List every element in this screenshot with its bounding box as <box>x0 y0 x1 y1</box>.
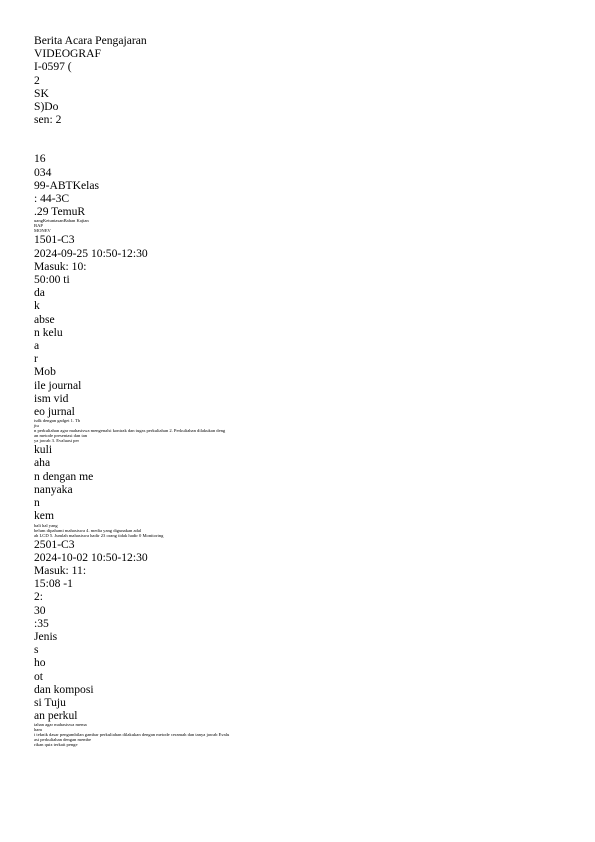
text-fragment-small: isdk dengan gadget 1. Tb <box>34 418 81 424</box>
text-fragment: k <box>34 299 40 313</box>
text-fragment: Masuk: 11: <box>34 563 87 577</box>
text-fragment: 2501-C3 <box>34 537 75 551</box>
text-fragment: I-0597 ( <box>34 60 72 74</box>
text-fragment: 99-ABTKelas <box>34 178 100 192</box>
text-fragment: ot <box>34 669 44 683</box>
text-fragment: S)Do <box>34 100 59 114</box>
text-fragment: :35 <box>34 616 49 630</box>
text-fragment: r <box>34 352 38 366</box>
text-fragment: aha <box>34 456 51 470</box>
text-fragment: 2024-10-02 10:50-12:30 <box>34 550 148 564</box>
text-fragment: an perkul <box>34 709 78 723</box>
text-fragment: Masuk: 10: <box>34 259 87 273</box>
text-fragment: 1501-C3 <box>34 233 75 247</box>
text-fragment: 2024-09-25 10:50-12:30 <box>34 246 148 260</box>
text-fragment: s <box>34 643 39 657</box>
text-fragment: da <box>34 286 45 300</box>
text-fragment: : 44-3C <box>34 192 70 206</box>
text-fragment: Mob <box>34 365 56 379</box>
text-fragment: 2: <box>34 590 44 604</box>
text-fragment-small: i teknik dasar pengambilan gambar perkuliahan dilakukan dengan metode ceramah dan tanya jawab Evalu <box>34 732 230 738</box>
text-fragment: 50:00 ti <box>34 273 70 287</box>
text-fragment-small: ham <box>34 727 42 733</box>
text-fragment-small: BAP <box>34 223 43 229</box>
text-fragment-small: jtu <box>34 423 39 429</box>
text-fragment: n kelu <box>34 325 63 339</box>
text-fragment-small: ya jawab 3. Evaluasi per <box>34 438 80 444</box>
text-fragment: si Tuju <box>34 695 66 709</box>
text-fragment: 2 <box>34 73 40 87</box>
text-fragment: dan komposi <box>34 682 94 696</box>
text-fragment: sen: 2 <box>34 113 62 127</box>
text-fragment: ho <box>34 656 46 670</box>
text-fragment: n <box>34 496 40 510</box>
text-fragment-small: an metode presentasi dan tan <box>34 433 88 439</box>
text-fragment: Berita Acara Pengajaran <box>34 34 147 47</box>
text-fragment-small: iahan agar mahasiswa mema <box>34 722 87 728</box>
text-fragment: kuli <box>34 443 53 457</box>
text-fragment-small: n perkuliahan agar mahasiswa mengenalsi kontrak dan tugas perkuliahan 2. Perkuliahan dilakukan deng <box>34 428 226 434</box>
text-fragment-small: belum dipahami mahasiswa 4. media yang digunakan adal <box>34 527 142 533</box>
text-fragment: eo jurnal <box>34 405 75 419</box>
text-fragment: abse <box>34 312 55 326</box>
text-fragment: 16 <box>34 152 46 166</box>
text-fragment-small: bali hal yang <box>34 522 58 528</box>
document-text-column <box>34 34 554 747</box>
text-fragment-small: uangKetuntasanBahan Kajian <box>34 218 89 224</box>
text-fragment-small: MONEV <box>34 228 51 234</box>
text-fragment: 30 <box>34 603 46 617</box>
text-fragment: 15:08 -1 <box>34 577 73 591</box>
blank-spacer <box>34 126 554 152</box>
text-fragment: n dengan me <box>34 469 94 483</box>
text-fragment-small: asi perkuliahan dengan membe <box>34 737 92 743</box>
text-fragment: VIDEOGRAF <box>34 47 101 61</box>
text-fragment-small: rikan quiz terkait penge <box>34 742 78 748</box>
text-fragment: SK <box>34 86 49 100</box>
text-fragment: ism vid <box>34 391 69 405</box>
text-fragment: nanyaka <box>34 482 73 496</box>
text-fragment: kem <box>34 509 54 523</box>
text-fragment-small: ah LCD 5. Jumlah mahasiswa hadir 23 orang tidak hadir 0 Monitoring <box>34 532 164 538</box>
text-fragment: a <box>34 339 40 353</box>
text-fragment: Jenis <box>34 629 58 643</box>
text-fragment: ile journal <box>34 378 82 392</box>
text-fragment: .29 TemuR <box>34 205 86 219</box>
text-fragment: 034 <box>34 165 52 179</box>
